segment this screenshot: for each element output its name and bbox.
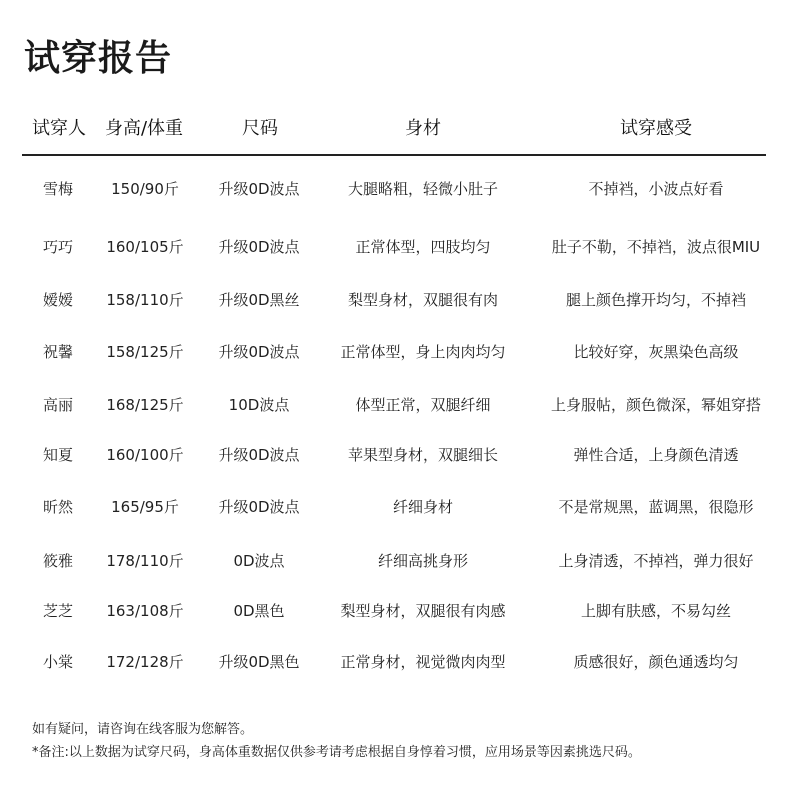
- cell-size: 升级0D波点: [218, 343, 300, 361]
- cell-tester: 筱雅: [42, 552, 74, 570]
- cell-size: 0D黑色: [233, 602, 285, 620]
- cell-height-weight: 163/108斤: [106, 602, 184, 620]
- table-row: [0, 288, 790, 312]
- cell-height-weight: 168/125斤: [106, 396, 184, 414]
- header-tester: 试穿人: [32, 118, 86, 139]
- cell-body-type: 纤细身材: [392, 498, 454, 516]
- cell-feedback: 弹性合适，上身颜色清透: [573, 446, 739, 464]
- cell-tester: 昕然: [42, 498, 74, 516]
- cell-body-type: 纤细高挑身形: [377, 552, 469, 570]
- cell-body-type: 苹果型身材，双腿细长: [347, 446, 499, 464]
- cell-tester: 小棠: [42, 653, 74, 671]
- cell-height-weight: 160/105斤: [106, 238, 184, 256]
- header-size: 尺码: [242, 118, 278, 139]
- cell-size: 升级0D波点: [218, 498, 300, 516]
- table-row: [0, 393, 790, 417]
- cell-tester: 嫒嫒: [42, 291, 74, 309]
- cell-tester: 芝芝: [42, 602, 74, 620]
- cell-tester: 雪梅: [42, 180, 74, 198]
- cell-feedback: 腿上颜色撑开均匀，不掉裆: [565, 291, 747, 309]
- table-row: [0, 443, 790, 467]
- cell-body-type: 梨型身材，双腿很有肉感: [340, 602, 506, 620]
- cell-feedback: 上脚有肤感，不易勾丝: [580, 602, 732, 620]
- cell-feedback: 肚子不勒，不掉裆，波点很MIU: [551, 238, 761, 256]
- table-row: [0, 599, 790, 623]
- header-height-weight: 身高/体重: [104, 118, 184, 139]
- cell-size: 升级0D波点: [218, 238, 300, 256]
- header-feedback: 试穿感受: [620, 118, 692, 139]
- cell-tester: 知夏: [42, 446, 74, 464]
- cell-feedback: 上身服帖，颜色微深，幂姐穿搭: [550, 396, 762, 414]
- header-body-type: 身材: [405, 118, 441, 139]
- cell-tester: 祝馨: [42, 343, 74, 361]
- table-row: [0, 650, 790, 674]
- cell-feedback: 不掉裆，小波点好看: [588, 180, 724, 198]
- cell-size: 升级0D黑丝: [218, 291, 300, 309]
- cell-tester: 高丽: [42, 396, 74, 414]
- cell-feedback: 不是常规黑，蓝调黑，很隐形: [558, 498, 754, 516]
- cell-body-type: 正常体型，四肢均匀: [355, 238, 491, 256]
- cell-height-weight: 150/90斤: [111, 180, 179, 198]
- contact-note: 如有疑问，请咨询在线客服为您解答。: [32, 722, 254, 737]
- table-header: [0, 117, 790, 143]
- cell-size: 升级0D波点: [218, 180, 300, 198]
- cell-tester: 巧巧: [42, 238, 74, 256]
- cell-height-weight: 178/110斤: [106, 552, 184, 570]
- cell-height-weight: 165/95斤: [111, 498, 179, 516]
- table-row: [0, 495, 790, 519]
- page-title: 试穿报告: [24, 38, 173, 79]
- cell-body-type: 体型正常，双腿纤细: [355, 396, 491, 414]
- cell-size: 升级0D波点: [218, 446, 300, 464]
- cell-body-type: 梨型身材，双腿很有肉: [347, 291, 499, 309]
- table-row: [0, 177, 790, 201]
- header-divider: [22, 154, 766, 156]
- cell-feedback: 质感很好，颜色通透均匀: [573, 653, 739, 671]
- table-row: [0, 549, 790, 573]
- cell-size: 10D波点: [228, 396, 290, 414]
- remark-note: *备注:以上数据为试穿尺码，身高体重数据仅供参考请考虑根据自身惇着习惯，应用场景等因素挑选尺码。: [32, 745, 641, 760]
- cell-size: 升级0D黑色: [218, 653, 300, 671]
- cell-height-weight: 172/128斤: [106, 653, 184, 671]
- cell-body-type: 大腿略粗，轻微小肚子: [347, 180, 499, 198]
- cell-height-weight: 158/125斤: [106, 343, 184, 361]
- table-row: [0, 235, 790, 259]
- cell-feedback: 比较好穿，灰黑染色高级: [573, 343, 739, 361]
- cell-height-weight: 160/100斤: [106, 446, 184, 464]
- cell-body-type: 正常身材，视觉微肉肉型: [340, 653, 506, 671]
- cell-body-type: 正常体型，身上肉肉均匀: [340, 343, 506, 361]
- cell-size: 0D波点: [233, 552, 285, 570]
- table-row: [0, 340, 790, 364]
- cell-feedback: 上身清透，不掉裆，弹力很好: [558, 552, 754, 570]
- cell-height-weight: 158/110斤: [106, 291, 184, 309]
